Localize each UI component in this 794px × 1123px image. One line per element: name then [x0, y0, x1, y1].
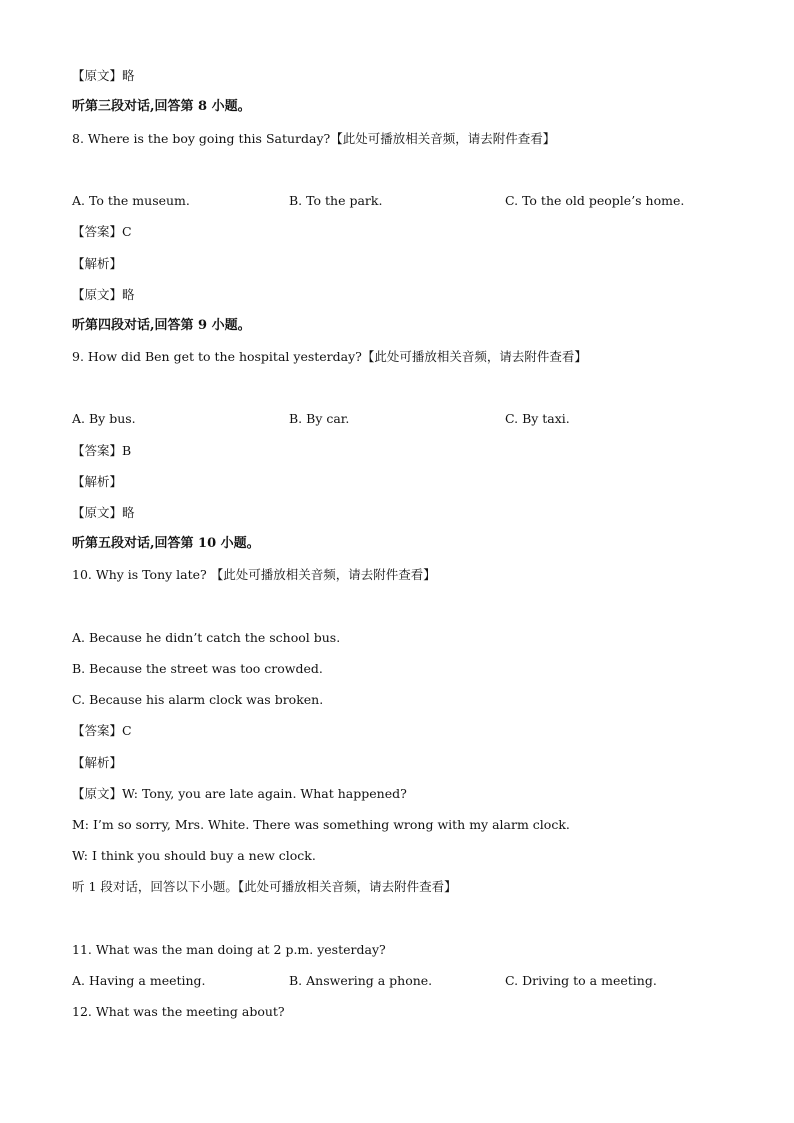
original-text-line: 【原文】略 — [72, 68, 135, 83]
question-12: 12. What was the meeting about? — [72, 1004, 285, 1019]
original-text-line: 【原文】略 — [72, 287, 135, 302]
option-c: C. Because his alarm clock was broken. — [72, 692, 324, 707]
answer-line: 【答案】C — [72, 723, 132, 738]
option-c: C. Driving to a meeting. — [505, 973, 657, 988]
option-a: A. To the museum. — [72, 193, 190, 208]
option-a: A. By bus. — [72, 411, 136, 426]
option-b: B. Answering a phone. — [289, 973, 433, 988]
original-text-line: 【原文】W: Tony, you are late again. What happened? — [72, 786, 407, 801]
section-heading: 听第五段对话,回答第 10 小题。 — [72, 536, 260, 551]
question-10: 10. Why is Tony late? 【此处可播放相关音频，请去附件查看】 — [72, 567, 436, 582]
option-a: A. Because he didn’t catch the school bus. — [72, 630, 341, 645]
section-heading: 听 1 段对话，回答以下小题。【此处可播放相关音频，请去附件查看】 — [72, 879, 457, 894]
question-8: 8. Where is the boy going this Saturday?【此处可播放相关音频，请去附件查看】 — [72, 131, 556, 146]
analysis-line: 【解析】 — [72, 256, 123, 271]
analysis-line: 【解析】 — [72, 755, 123, 770]
section-heading: 听第四段对话,回答第 9 小题。 — [72, 318, 251, 333]
answer-line: 【答案】B — [72, 443, 132, 458]
option-b: B. Because the street was too crowded. — [72, 661, 323, 676]
option-c: C. By taxi. — [505, 411, 570, 426]
option-a: A. Having a meeting. — [72, 973, 206, 988]
dialogue-line: W: I think you should buy a new clock. — [72, 848, 316, 863]
original-text-line: 【原文】略 — [72, 505, 135, 520]
question-11: 11. What was the man doing at 2 p.m. yesterday? — [72, 942, 386, 957]
dialogue-line: M: I’m so sorry, Mrs. White. There was something wrong with my alarm clock. — [72, 817, 570, 832]
question-9: 9. How did Ben get to the hospital yesterday?【此处可播放相关音频，请去附件查看】 — [72, 349, 587, 364]
analysis-line: 【解析】 — [72, 474, 123, 489]
answer-line: 【答案】C — [72, 224, 132, 239]
option-b: B. By car. — [289, 411, 350, 426]
option-c: C. To the old people’s home. — [505, 193, 685, 208]
option-b: B. To the park. — [289, 193, 383, 208]
section-heading: 听第三段对话,回答第 8 小题。 — [72, 99, 251, 114]
